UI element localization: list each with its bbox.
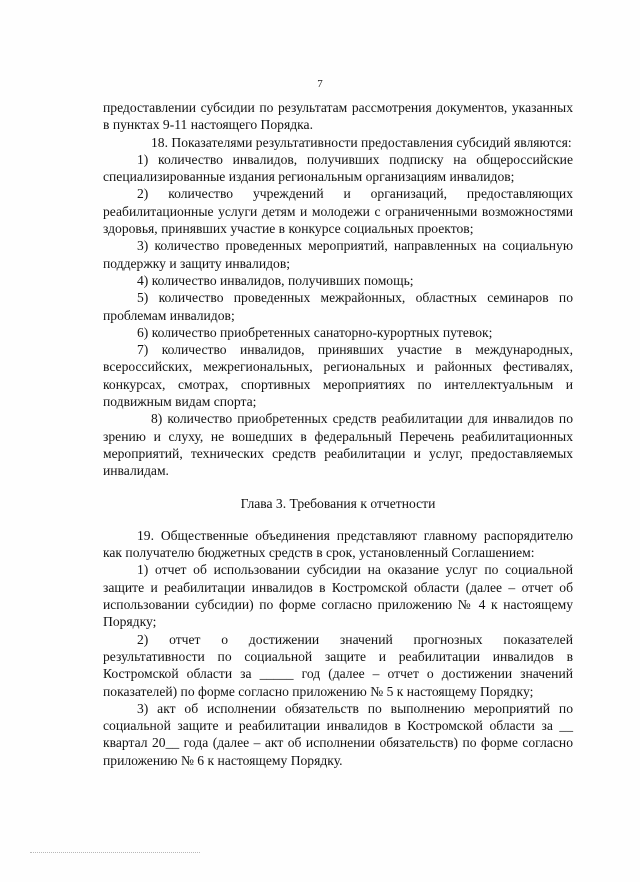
paragraph-18: 18. Показателями результативности предоставления субсидий являются: [151,134,572,150]
report-item-2: 2) отчет о достижении значений прогнозных показателей результативности по социальной защите и реабилитации инвалидов в Костромской области за _____ год (далее – отчет о достижении значений показателей) по форме согласно приложению № 5 к настоящему Порядку; [103,631,573,699]
list-item-5: 5) количество проведенных межрайонных, областных семинаров по проблемам инвалидов; [103,290,573,323]
document-body [103,99,573,769]
report-item-3: 3) акт об исполнении обязательств по выполнению мероприятий по социальной защите и реабилитации инвалидов в Костромской области за __ квартал 20__ года (далее – акт об исполнении обязательств) по форме согласно приложению № 6 к настоящему Порядку. [103,700,573,768]
list-item-8: 8) количество приобретенных средств реабилитации для инвалидов по зрению и слуху, не вошедших в федеральный Перечень реабилитационных мероприятий, технических средств реабилитации и услуг, предоставляемых инвалидам. [103,411,573,479]
list-item-3: 3) количество проведенных мероприятий, направленных на социальную поддержку и защиту инвалидов; [103,238,573,271]
list-item-7: 7) количество инвалидов, принявших участие в международных, всероссийских, межрегиональных, региональных и районных фестивалях, конкурсах, смотрах, спортивных мероприятиях по интеллектуальным и подвижным видам спорта; [103,342,573,410]
list-item-2: 2) количество учреждений и организаций, предоставляющих реабилитационные услуги детям и молодежи с ограниченными возможностями здоровья, принявших участие в конкурсе социальных проектов; [103,186,573,237]
paragraph-19: 19. Общественные объединения представляют главному распорядителю как получателю бюджетных средств в срок, установленный Соглашением: [103,527,573,561]
list-item-4: 4) количество инвалидов, получивших помощь; [137,272,414,288]
report-item-1: 1) отчет об использовании субсидии на оказание услуг по социальной защите и реабилитации инвалидов в Костромской области (далее – отчет об использовании субсидии) по форме согласно приложению № 4 к настоящему Порядку; [103,562,573,630]
page-number: 7 [317,78,323,90]
list-item-6: 6) количество приобретенных санаторно-курортных путевок; [137,324,493,340]
chapter-heading: Глава 3. Требования к отчетности [240,495,436,511]
scan-footer-line [30,852,200,853]
paragraph-continuation: предоставлении субсидии по результатам рассмотрения документов, указанных в пунктах 9-11 настоящего Порядка. [103,100,573,133]
list-item-1: 1) количество инвалидов, получивших подписку на общероссийские специализированные издания региональным организациям инвалидов; [103,151,573,185]
